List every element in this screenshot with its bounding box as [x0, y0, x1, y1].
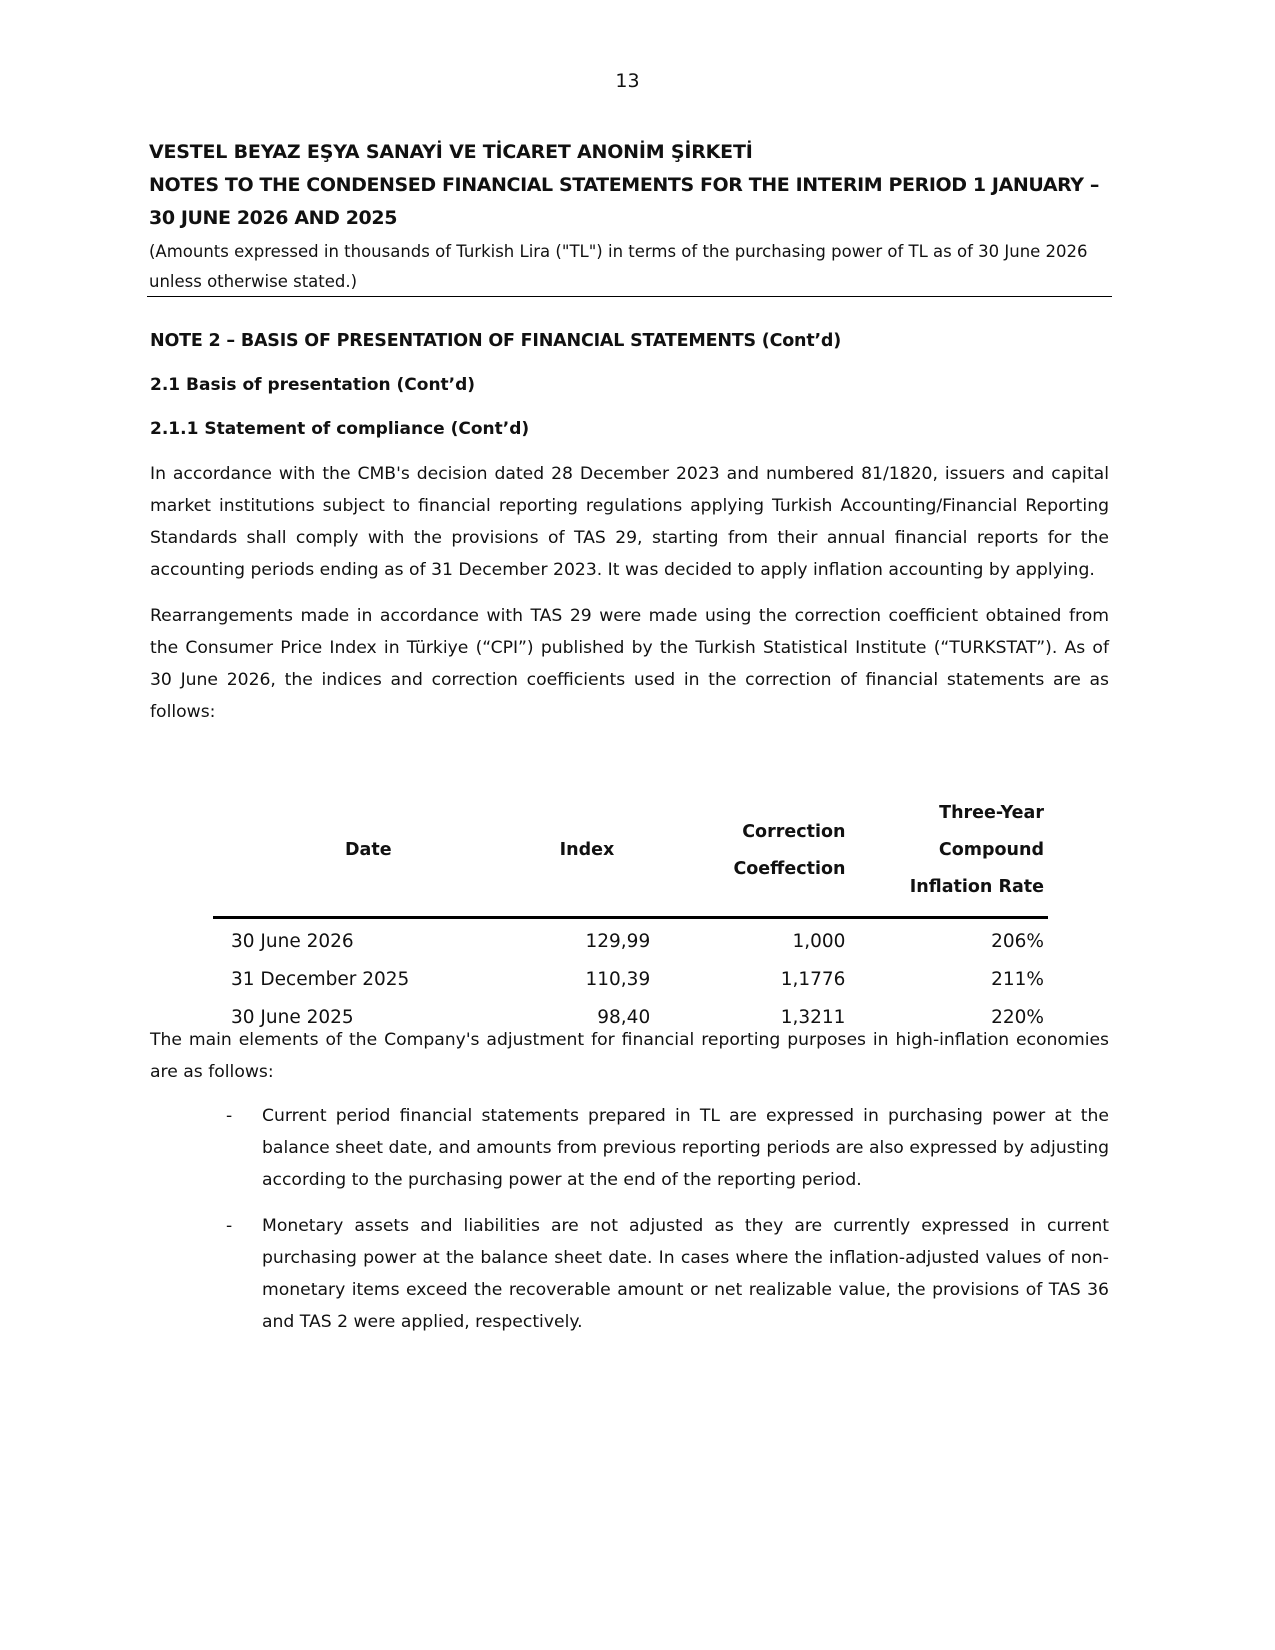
list-dash: -	[226, 1106, 233, 1126]
cell-index: 129,99	[585, 931, 651, 952]
rate-header-line1: Three-Year Compound	[938, 803, 1044, 860]
cell-index: 110,39	[585, 969, 651, 990]
cell-date: 31 December 2025	[231, 969, 410, 990]
company-name: VESTEL BEYAZ EŞYA SANAYİ VE TİCARET ANONİM ŞİRKETİ	[149, 141, 753, 163]
coefficient-header-line2: Coeffection	[733, 858, 846, 879]
header-divider	[147, 296, 1112, 297]
table-row	[213, 961, 1048, 999]
cell-coefficient: 1,000	[792, 931, 846, 952]
column-header-rate	[849, 795, 1048, 918]
list-item-text: Monetary assets and liabilities are not adjusted as they are currently expressed in current purchasing power at the balance sheet date. In cases where the inflation-adjusted values of non-monetary items exceed the recoverable amount or net realizable value, the provisions of TAS 36 and TAS 2 were applied, respectively.	[262, 1216, 1109, 1332]
cell-rate: 206%	[991, 931, 1044, 952]
cell-index: 98,40	[597, 1007, 651, 1028]
cell-coefficient: 1,3211	[780, 1007, 846, 1028]
paragraph-cmb-decision: In accordance with the CMB's decision dated 28 December 2023 and numbered 81/1820, issuers and capital market institutions subject to financial reporting regulations applying Turkish Accounting/Financial Reporting Standards shall comply with the provisions of TAS 29, starting from their annual financial reports for the accounting periods ending as of 31 December 2023. It was decided to apply inflation accounting by applying.	[150, 464, 1109, 580]
adjustment-elements-list	[150, 1100, 1109, 1352]
amounts-note: (Amounts expressed in thousands of Turkish Lira ("TL") in terms of the purchasing power of TL as of 30 June 2026 unless otherwise stated.)	[149, 242, 1088, 291]
cell-date: 30 June 2026	[231, 931, 354, 952]
paragraph-main-elements: The main elements of the Company's adjustment for financial reporting purposes in high-inflation economies are as follows:	[150, 1030, 1109, 1082]
coefficient-header-line1: Correction	[742, 821, 846, 842]
cell-rate: 211%	[991, 969, 1044, 990]
list-item	[150, 1210, 1109, 1338]
list-dash: -	[226, 1216, 233, 1236]
column-header-date: Date	[213, 795, 524, 918]
cell-date: 30 June 2025	[231, 1007, 354, 1028]
table-row	[213, 918, 1048, 962]
list-item	[150, 1100, 1109, 1196]
rate-header-line2: Inflation Rate	[909, 877, 1044, 897]
inflation-index-table	[213, 795, 1048, 1037]
cell-coefficient: 1,1776	[780, 969, 846, 990]
list-item-text: Current period financial statements prepared in TL are expressed in purchasing power at the balance sheet date, and amounts from previous reporting periods are also expressed by adjusting according to the purchasing power at the end of the reporting period.	[262, 1106, 1109, 1190]
column-header-coefficient	[650, 795, 849, 918]
paragraph-rearrangements: Rearrangements made in accordance with TAS 29 were made using the correction coefficient obtained from the Consumer Price Index in Türkiye (“CPI”) published by the Turkish Statistical Institute (“TURKSTAT”). As of 30 June 2026, the indices and correction coefficients used in the correction of financial statements are as follows:	[150, 606, 1109, 722]
table-header-row	[213, 795, 1048, 918]
subsection-heading: 2.1.1 Statement of compliance (Cont’d)	[150, 419, 530, 439]
note-heading: NOTE 2 – BASIS OF PRESENTATION OF FINANCIAL STATEMENTS (Cont’d)	[150, 331, 842, 351]
column-header-index: Index	[524, 795, 651, 918]
section-heading: 2.1 Basis of presentation (Cont’d)	[150, 375, 476, 395]
cell-rate: 220%	[991, 1007, 1044, 1028]
notes-title: NOTES TO THE CONDENSED FINANCIAL STATEMENTS FOR THE INTERIM PERIOD 1 JANUARY – 30 JUNE 2026 AND 2025	[149, 174, 1099, 229]
page-number: 13	[615, 70, 640, 92]
note-content	[150, 328, 1109, 728]
document-header	[149, 136, 1109, 297]
